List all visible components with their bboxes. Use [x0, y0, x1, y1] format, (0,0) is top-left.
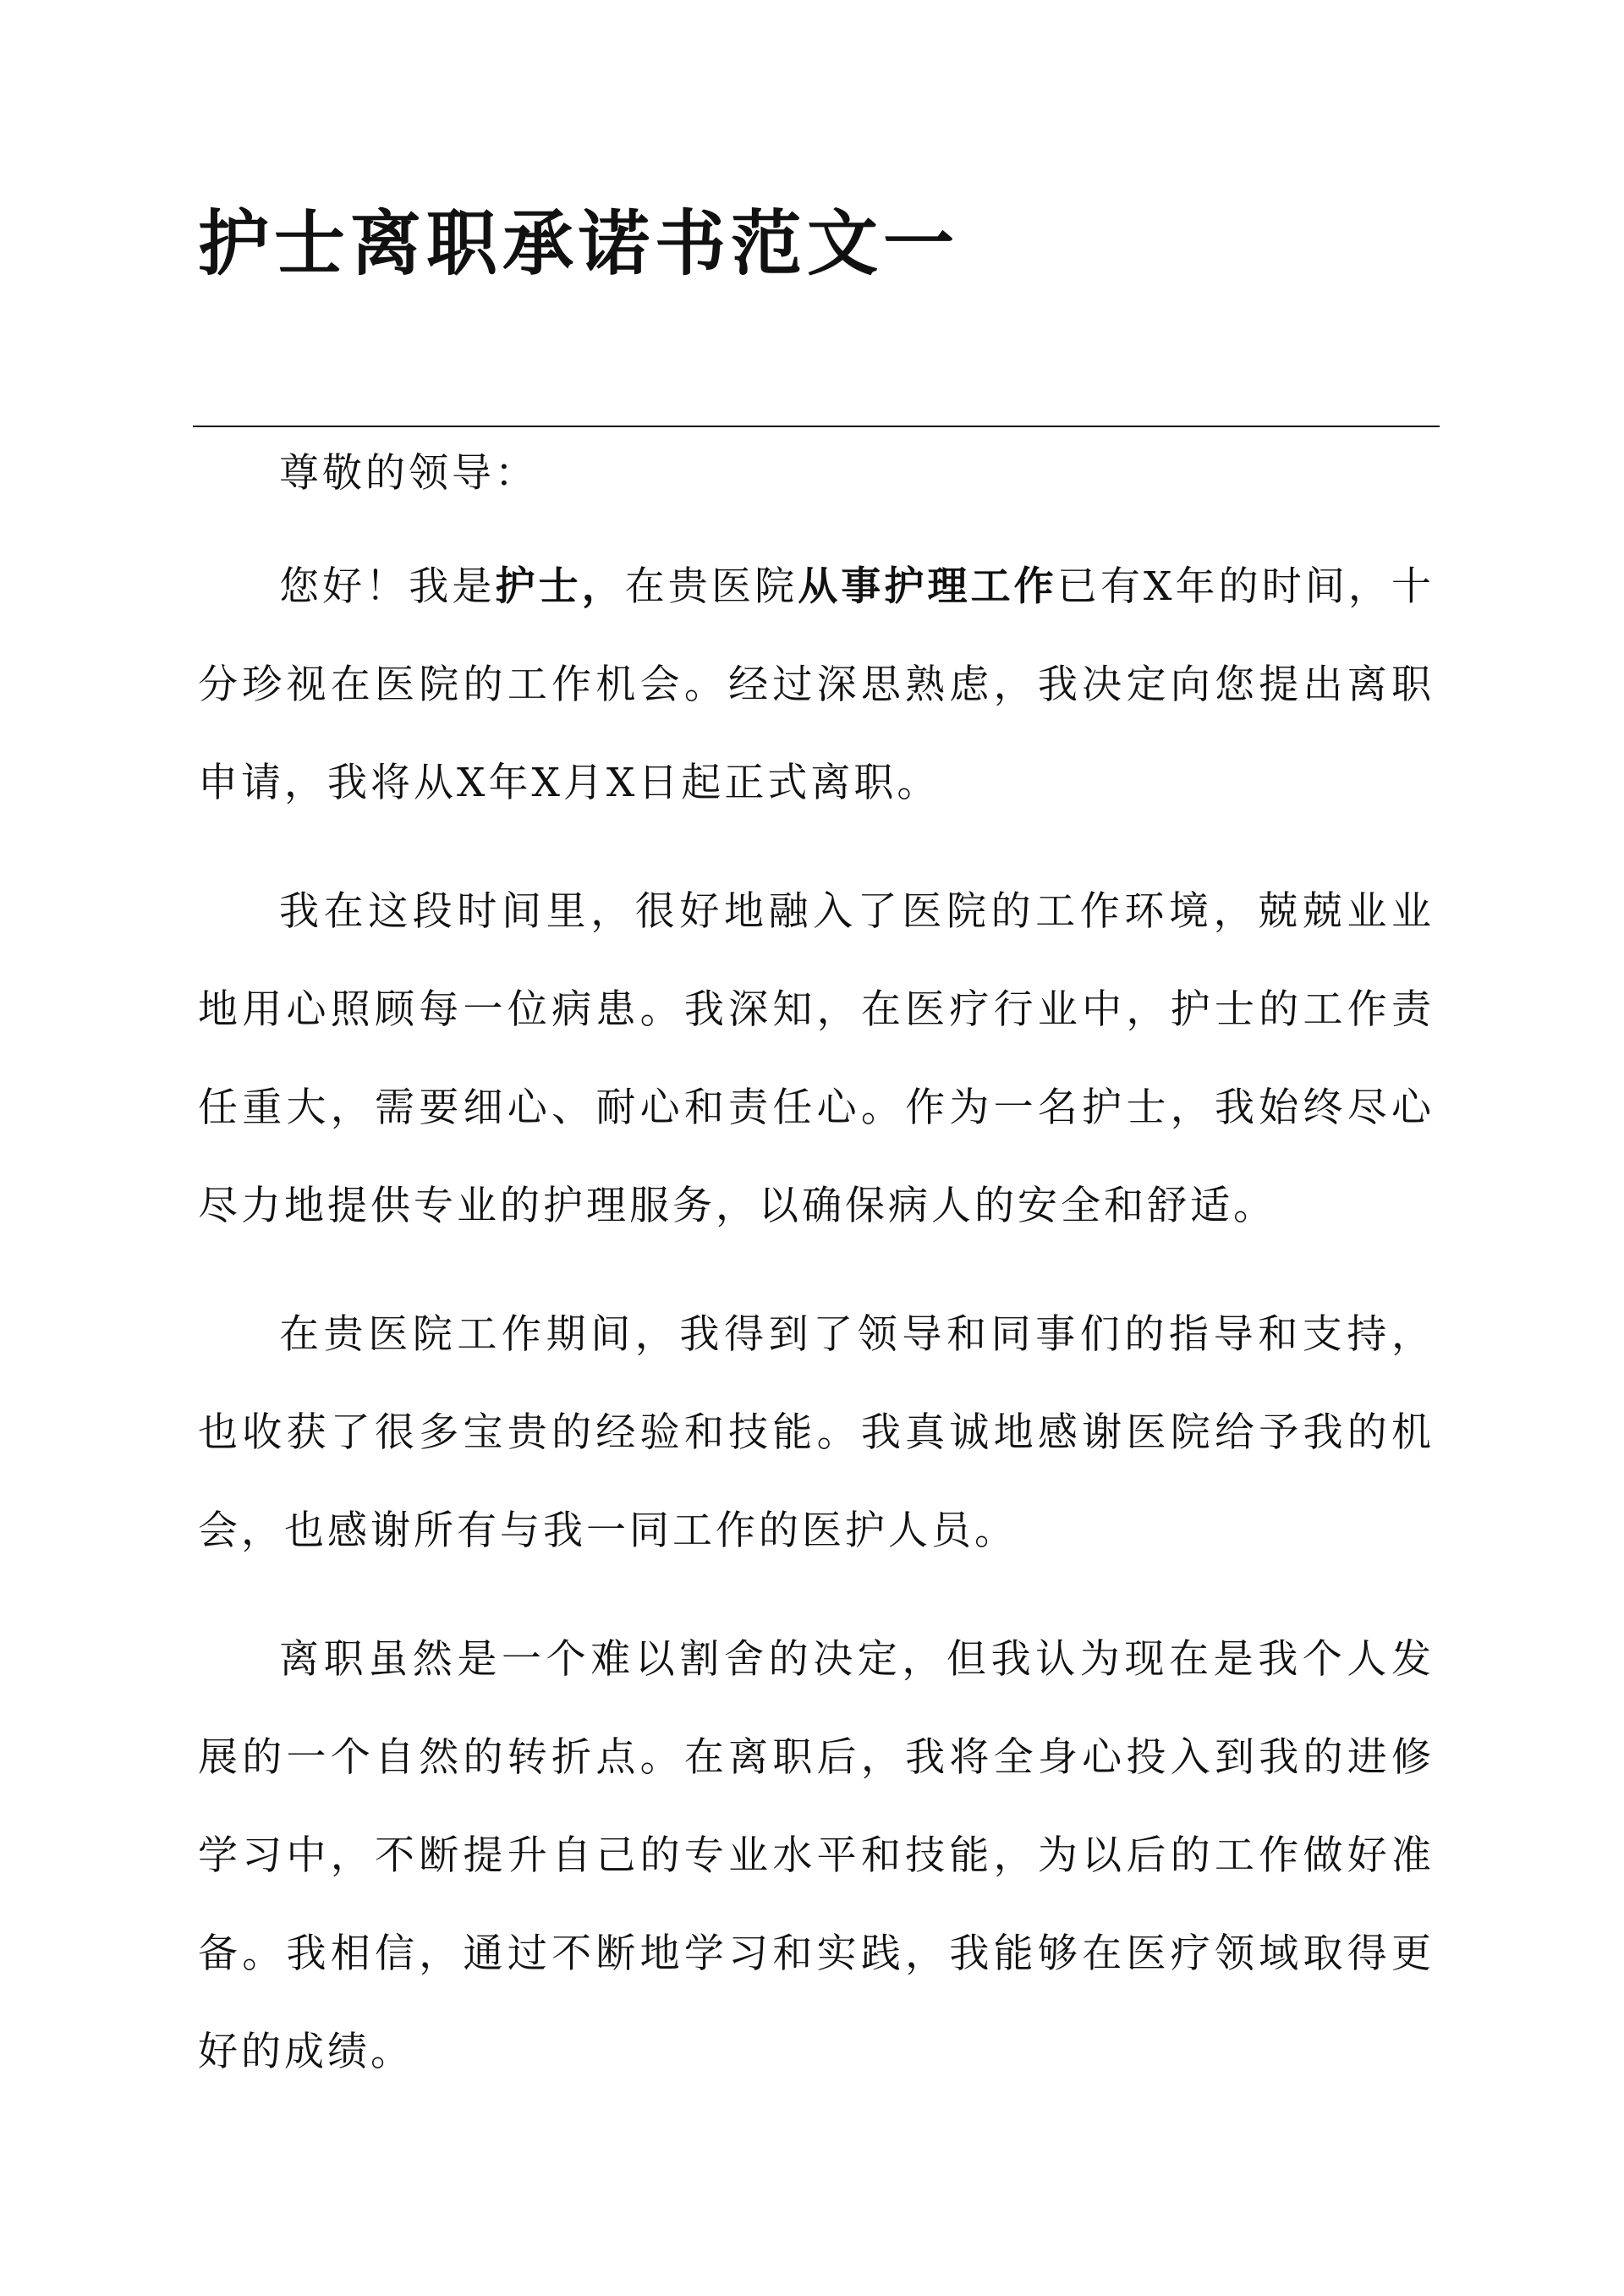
paragraph-1-bold-a: 护士， — [495, 563, 625, 610]
document-body — [198, 440, 1435, 2101]
title-divider — [193, 426, 1440, 427]
paragraph-1 — [198, 538, 1435, 832]
paragraph-1-text-a: 您好！我是 — [279, 563, 496, 610]
paragraph-2: 我在这段时间里，很好地融入了医院的工作环境，兢兢业业地用心照顾每一位病患。我深知，在医疗行业中，护士的工作责任重大，需要细心、耐心和责任心。作为一名护士，我始终尽心尽力地提供专业的护理服务，以确保病人的安全和舒适。 — [198, 888, 1435, 1229]
paragraph-4: 离职虽然是一个难以割舍的决定，但我认为现在是我个人发展的一个自然的转折点。在离职后，我将全身心投入到我的进修学习中，不断提升自己的专业水平和技能，为以后的工作做好准备。我相信，通过不断地学习和实践，我能够在医疗领域取得更好的成绩。 — [198, 1636, 1435, 2075]
salutation: 尊敬的领导： — [279, 450, 538, 497]
paragraph-3: 在贵医院工作期间，我得到了领导和同事们的指导和支持，也收获了很多宝贵的经验和技能。我真诚地感谢医院给予我的机会，也感谢所有与我一同工作的医护人员。 — [198, 1311, 1435, 1554]
paragraph-1-text-c: 已有X年的时间，十分珍视在医院的工作机会。经过深思熟虑，我决定向您提出离职申请，我将从X年X月X日起正式离职。 — [198, 563, 1435, 806]
paragraph-1-text-b: 在贵医院 — [624, 563, 798, 610]
document-title: 护士离职承诺书范文一 — [198, 201, 960, 285]
paragraph-1-bold-b: 从事护理工作 — [798, 563, 1057, 610]
